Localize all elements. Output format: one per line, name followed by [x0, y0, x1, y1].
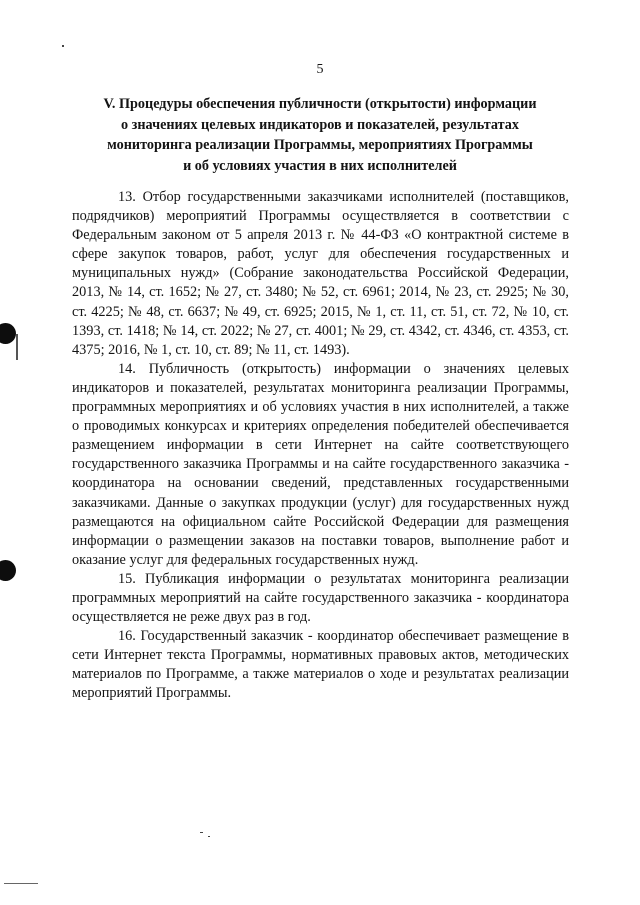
paragraph-16: 16. Государственный заказчик - координатор обеспечивает размещение в сети Интернет текста Программы, нормативных правовых актов, методических материалов по Программе, а также материалов о ходе и результатах реализации мероприятий Программы.: [72, 628, 569, 702]
paragraph-14: 14. Публичность (открытость) информации о значениях целевых индикаторов и показателей, результатах мониторинга реализации Программы, программных мероприятиях и об условиях участия в них исполнителей, а также о проводимых конкурсах и критериях определения победителей обеспечивается размещением информации в сети Интернет на сайте соответствующего государственного заказчика Программы и на сайте государственного заказчика - координатора на основании сведений, представленных государственными заказчиками. Данные о закупках продукции (услуг) для государственных нужд размещаются на официальном сайте Российской Федерации для размещения информации о размещении заказов на поставки товаров, выполнение работ и оказание услуг для федеральных государственных нужд.: [72, 360, 569, 568]
scan-edge-line: [4, 883, 38, 884]
punch-hole-top: [0, 323, 16, 344]
page-number: 5: [316, 62, 324, 77]
section-heading: [70, 94, 570, 176]
scan-speck: [208, 836, 210, 837]
punch-hole-bottom: [0, 560, 16, 581]
heading-line: V. Процедуры обеспечения публичности (открытости) информации: [103, 96, 537, 112]
heading-line: о значениях целевых индикаторов и показателей, результатах: [121, 116, 519, 133]
heading-line: мониторинга реализации Программы, мероприятиях Программы: [107, 137, 533, 153]
scan-speck: [62, 45, 64, 47]
heading-line: и об условиях участия в них исполнителей: [183, 157, 457, 174]
binder-mark: [16, 334, 18, 360]
paragraph-15: 15. Публикация информации о результатах мониторинга реализации программных мероприятий на сайте государственного заказчика - координатора осуществляется не реже двух раз в год.: [72, 570, 569, 626]
scan-speck: [200, 832, 203, 833]
paragraph-13: 13. Отбор государственными заказчиками исполнителей (поставщиков, подрядчиков) мероприятий Программы осуществляется в соответствии с Федеральным законом от 5 апреля 2013 г. № 44-ФЗ «О контрактной системе в сфере закупок товаров, работ, услуг для обеспечения государственных и муниципальных нужд» (Собрание законодательства Российской Федерации, 2013, № 14, ст. 1652; № 27, ст. 3480; № 52, ст. 6961; 2014, № 23, ст. 2925; № 30, ст. 4225; № 48, ст. 6637; № 49, ст. 6925; 2015, № 1, ст. 11, ст. 51, ст. 72, № 10, ст. 1393, ст. 1418; № 14, ст. 2022; № 27, ст. 4001; № 29, ст. 4342, ст. 4346, ст. 4353, ст. 4375; 2016, № 1, ст. 10, ст. 89; № 11, ст. 1493).: [72, 189, 569, 358]
section-body: [72, 188, 569, 704]
